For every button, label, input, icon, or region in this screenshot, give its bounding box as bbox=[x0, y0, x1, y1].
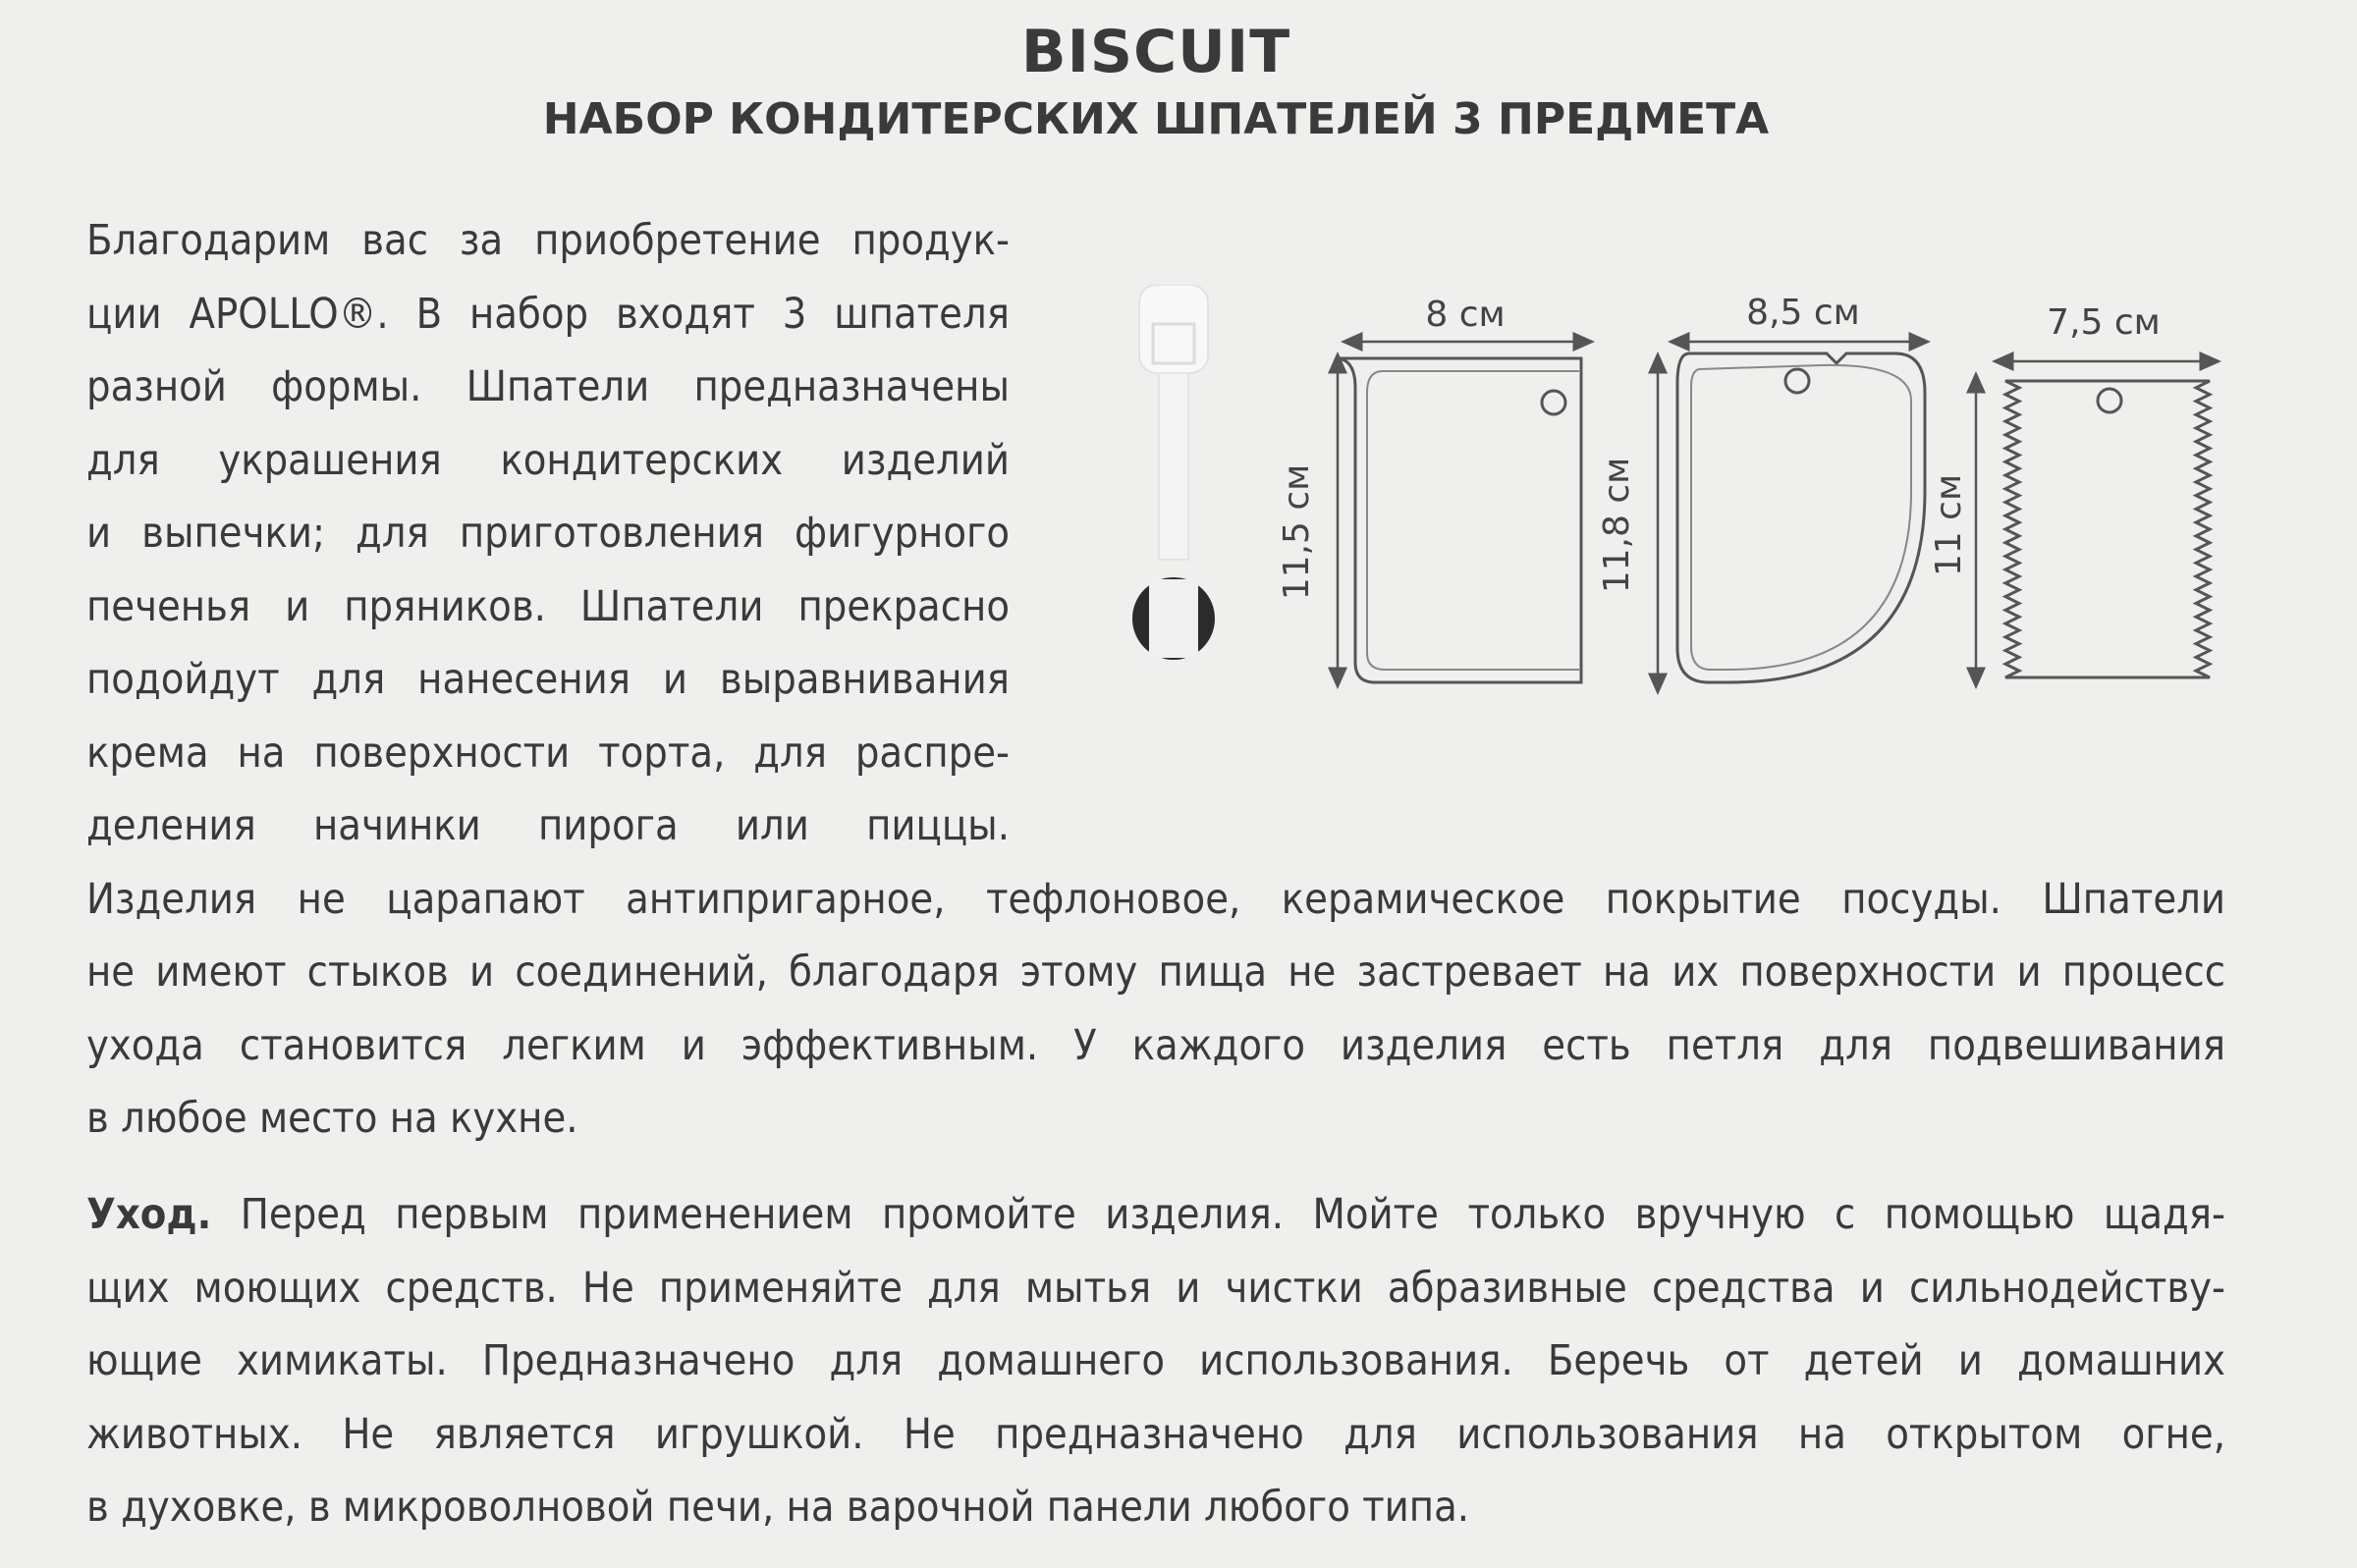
scrapers-dimension-diagram bbox=[1110, 285, 2229, 707]
description-line: подойдут для нанесения и выравнивания bbox=[86, 655, 1010, 704]
description-line: крема на поверхности торта, для распре- bbox=[86, 728, 1010, 778]
description-line: Благодарим вас за приобретение продук- bbox=[86, 216, 1010, 265]
hanging-loop-icon bbox=[1132, 285, 1215, 660]
care-line: Перед первым применением промойте изделия. Мойте только вручную с помощью щадя- bbox=[240, 1190, 2225, 1239]
care-line: в духовке, в микроволновой печи, на варочной панели любого типа. bbox=[86, 1483, 1470, 1532]
care-first-line bbox=[86, 1178, 2225, 1252]
description-line: деления начинки пирога или пиццы. bbox=[86, 801, 1010, 850]
description-line: Изделия не царапают антипригарное, тефлоновое, керамическое покрытие посуды. Шпатели bbox=[86, 874, 2225, 924]
serrated-scraper-drawing bbox=[1929, 302, 2212, 679]
description-line: ухода становится легким и эффективным. У каждого изделия есть петля для подвешивания bbox=[86, 1020, 2225, 1070]
rectangular-scraper-drawing bbox=[1277, 295, 1585, 682]
description-line: не имеют стыков и соединений, благодаря этому пища не застревает на их поверхности и процесс bbox=[86, 947, 2225, 997]
scraper-2-height-label: 11,8 см bbox=[1597, 457, 1637, 594]
scraper-2-width-label: 8,5 см bbox=[1746, 293, 1860, 333]
rounded-scraper-drawing bbox=[1597, 293, 1925, 685]
care-line: животных. Не является игрушкой. Не предназначено для использования на открытом огне, bbox=[86, 1409, 2225, 1459]
care-heading: Уход. bbox=[86, 1190, 212, 1239]
scraper-3-width-label: 7,5 см bbox=[2047, 302, 2161, 343]
care-line: щих моющих средств. Не применяйте для мытья и чистки абразивные средства и сильнодейству- bbox=[86, 1263, 2225, 1313]
care-line: ющие химикаты. Предназначено для домашнего использования. Беречь от детей и домашних bbox=[86, 1336, 2225, 1385]
description-line: печенья и пряников. Шпатели прекрасно bbox=[86, 581, 1010, 631]
description-line: и выпечки; для приготовления фигурного bbox=[86, 509, 1010, 558]
care-instructions bbox=[86, 1178, 2225, 1544]
brand-title: BISCUIT bbox=[1020, 18, 1291, 86]
scraper-1-width-label: 8 см bbox=[1425, 295, 1506, 335]
scraper-3-height-label: 11 см bbox=[1929, 473, 1969, 577]
scraper-1-height-label: 11,5 см bbox=[1277, 463, 1317, 601]
product-subtitle: НАБОР КОНДИТЕРСКИХ ШПАТЕЛЕЙ 3 ПРЕДМЕТА bbox=[542, 94, 1770, 144]
description-line: для украшения кондитерских изделий bbox=[86, 435, 1010, 485]
description-line: в любое место на кухне. bbox=[86, 1094, 578, 1143]
description-line: ции APOLLO®. В набор входят 3 шпателя bbox=[86, 289, 1010, 339]
description-line: разной формы. Шпатели предназначены bbox=[86, 362, 1010, 411]
